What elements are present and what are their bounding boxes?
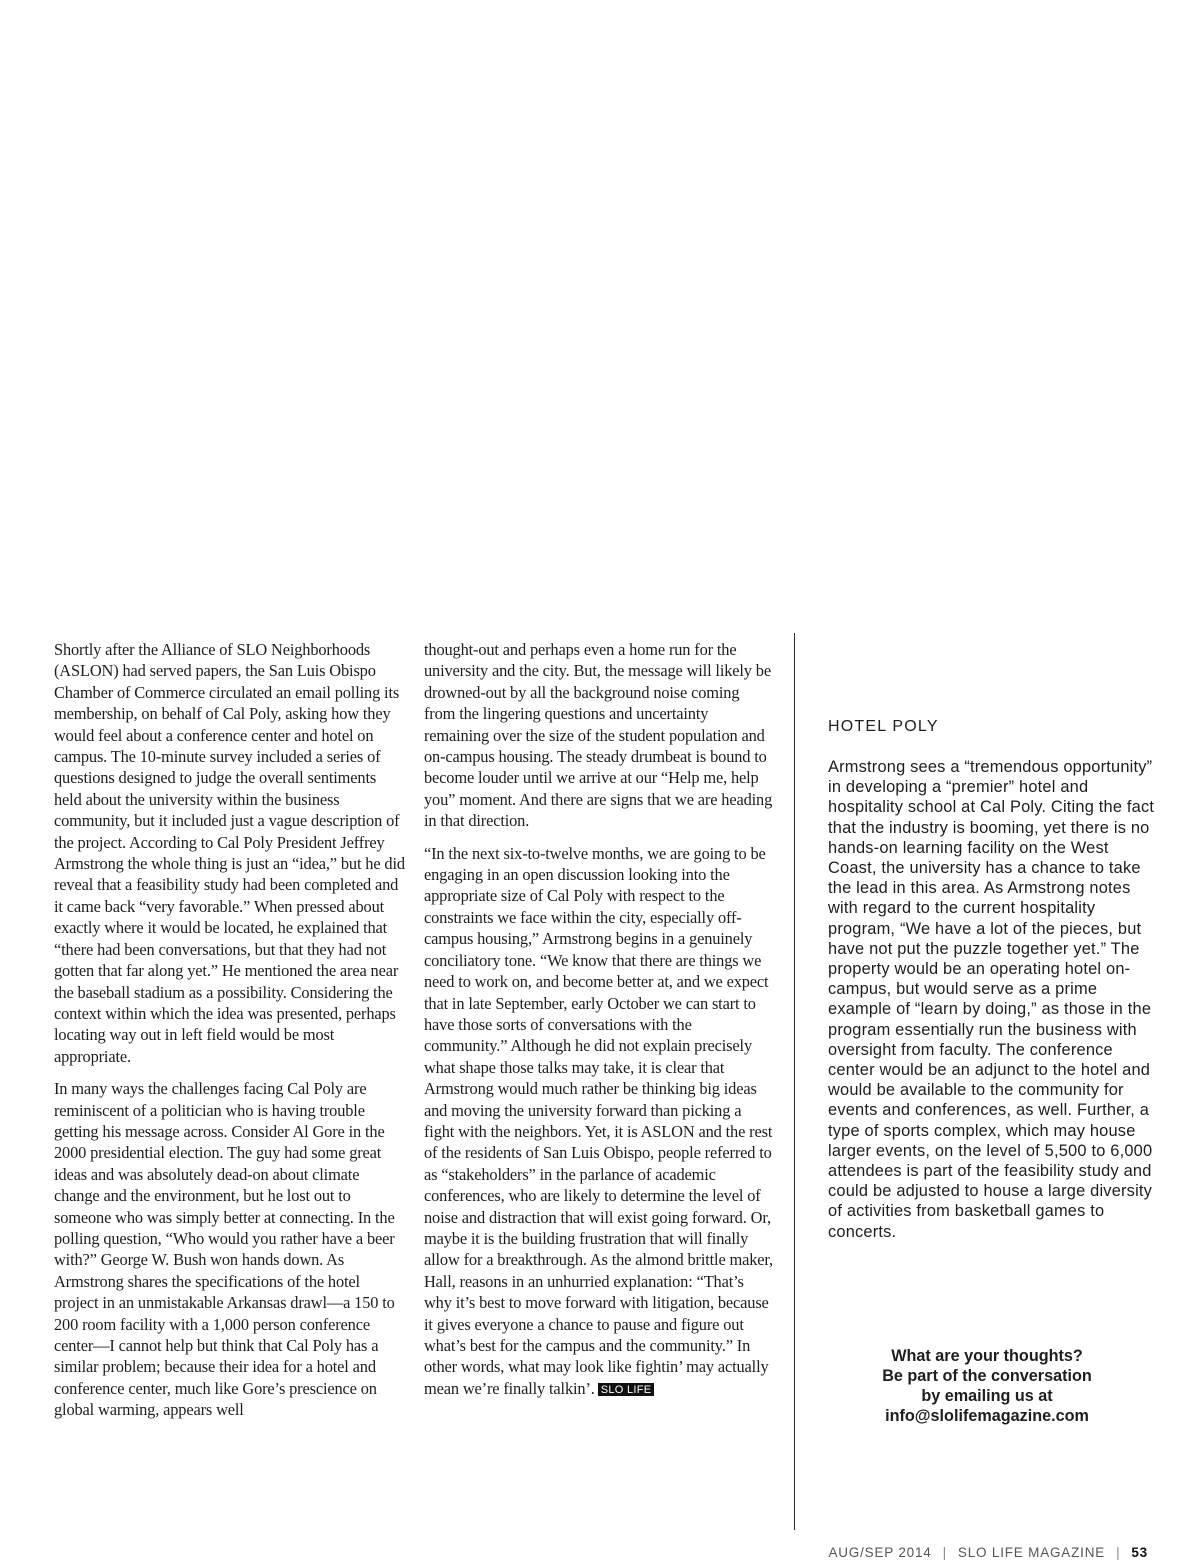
- article-paragraph: Shortly after the Alliance of SLO Neighborhoods (ASLON) had served papers, the San Luis Obispo Chamber of Commerce circulated an email polling its membership, on behalf of Cal Poly, asking how they would feel about a conference center and hotel on campus. The 10-minute survey included a series of questions designed to judge the overall sentiments held about the university within the business community, but it included just a vague description of the project. According to Cal Poly President Jeffrey Armstrong the whole thing is just an “idea,” but he did reveal that a feasibility study had been completed and it came back “very favorable.” When pressed about exactly where it would be located, he explained that “there had been conversations, but that they had not gotten that far along yet.” He mentioned the area near the baseball stadium as a possibility. Considering the context within which the idea was presented, perhaps locating way out in left field would be most appropriate.: [54, 640, 405, 1066]
- cta-line: What are your thoughts?: [891, 1347, 1083, 1365]
- cta-email-link[interactable]: info@slolifemagazine.com: [885, 1407, 1089, 1425]
- call-to-action: [828, 1346, 1146, 1426]
- article-paragraph: [424, 843, 774, 1400]
- footer-separator: |: [942, 1545, 947, 1560]
- article-paragraph-text: “In the next six-to-twelve months, we are going to be engaging in an open discussion looking into the appropriate size of Cal Poly with respect to the constraints we face within the city, especially off-campus housing,” Armstrong begins in a genuinely conciliatory tone. “We know that there are things we need to work on, and become better at, and we expect that in late September, early October we can start to have those sorts of conversations with the community.” Although he did not explain precisely what shape those talks may take, it is clear that Armstrong would much rather be thinking big ideas and moving the university forward than picking a fight with the neighbors. Yet, it is ASLON and the rest of the residents of San Luis Obispo, people referred to as “stakeholders” in the parlance of academic conferences, who are likely to determine the level of noise and distraction that will exist going forward. Or, maybe it is the building frustration that will finally allow for a breakthrough. As the almond brittle maker, Hall, reasons in an unhurried explanation: “That’s why it’s best to move forward with litigation, because it gives everyone a chance to pause and figure out what’s best for the campus and the community.” In other words, what may look like fightin’ may actually mean we’re finally talkin’.: [424, 843, 774, 1398]
- article-paragraph: thought-out and perhaps even a home run for the university and the city. But, the message will likely be drowned-out by all the background noise coming from the lingering questions and uncertainty remaining over the size of the student population and on-campus housing. The steady drumbeat is bound to become louder until we arrive at our “Help me, help you” moment. And there are signs that we are heading in that direction.: [424, 640, 773, 831]
- cta-line: Be part of the conversation: [882, 1367, 1092, 1385]
- end-mark-logo: SLO LIFE: [598, 1383, 655, 1396]
- article-paragraph: In many ways the challenges facing Cal Poly are reminiscent of a politician who is having trouble getting his message across. Consider Al Gore in the 2000 presidential election. The guy had some great ideas and was absolutely dead-on about climate change and the environment, but he lost out to someone who was simply better at connecting. In the polling question, “Who would you rather have a beer with?” George W. Bush won hands down. As Armstrong shares the specifications of the hotel project in an unmistakable Arkansas drawl—a 150 to 200 room facility with a 1,000 person conference center—I cannot help but think that Cal Poly has a similar problem; because their idea for a hotel and conference center, much like Gore’s prescience on global warming, appears well: [54, 1079, 395, 1420]
- article-column-2: [424, 639, 774, 1410]
- issue-date: AUG/SEP 2014: [828, 1545, 932, 1560]
- cta-line: by emailing us at: [921, 1387, 1053, 1405]
- page-number: 53: [1131, 1545, 1148, 1560]
- column-divider: [794, 633, 795, 1530]
- sidebar-heading: HOTEL POLY: [828, 718, 939, 735]
- sidebar-body: Armstrong sees a “tremendous opportunity” in developing a “premier” hotel and hospitality school at Cal Poly. Citing the fact that the industry is booming, yet there is no hands-on learning facility on the West Coast, the university has a chance to take the lead in this area. As Armstrong notes with regard to the current hospitality program, “We have a lot of the pieces, but have not put the puzzle together yet.” The property would be an operating hotel on-campus, but would serve as a prime example of “learn by doing,” as those in the program essentially run the business with oversight from faculty. The conference center would be an adjunct to the hotel and would be available to the community for events and conferences, as well. Further, a type of sports complex, which may house larger events, on the level of 5,500 to 6,000 attendees is part of the feasibility study and could be adjusted to house a large diversity of activities from basketball games to concerts.: [828, 758, 1155, 1241]
- footer-separator: |: [1116, 1545, 1121, 1560]
- article-column-1: [54, 639, 406, 1432]
- magazine-name: SLO LIFE MAGAZINE: [957, 1545, 1106, 1560]
